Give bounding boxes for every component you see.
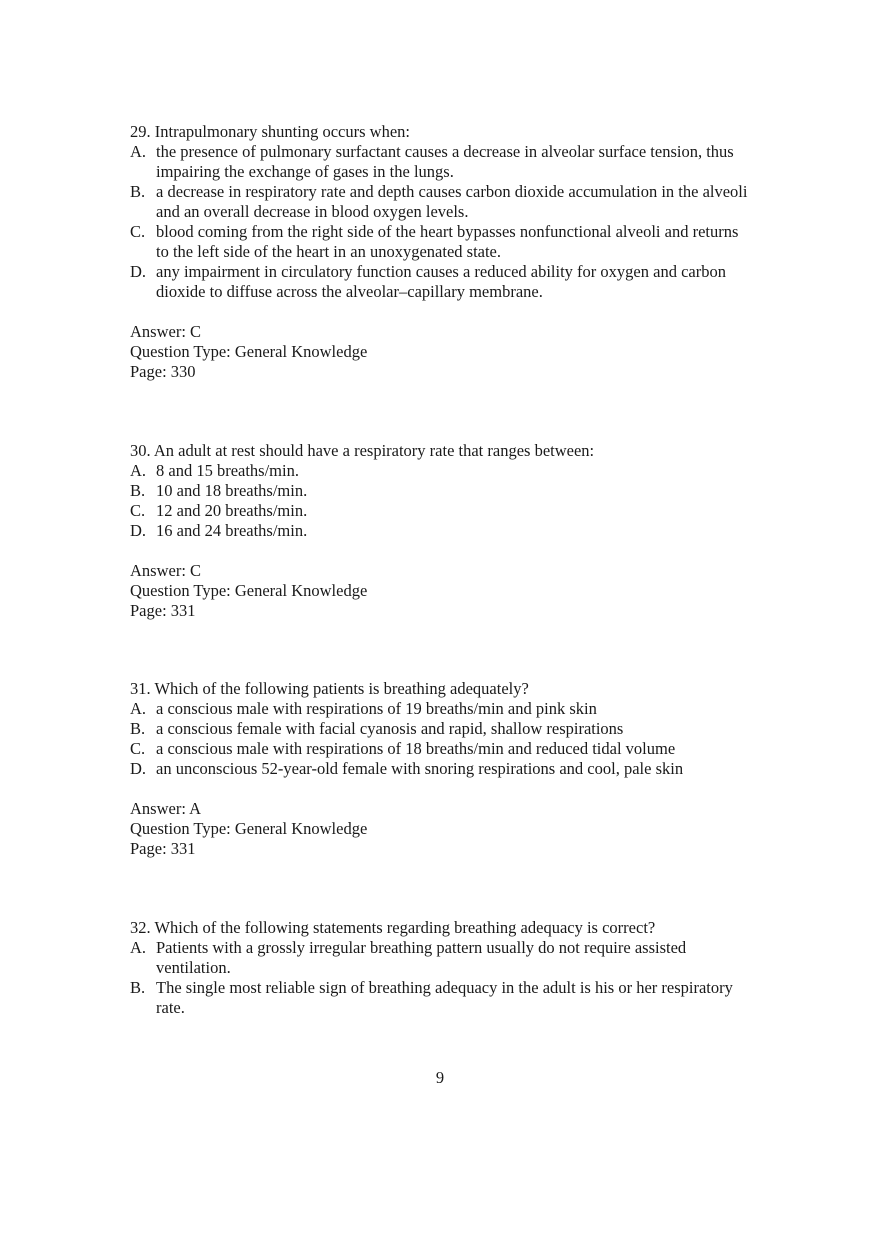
question-31 <box>130 679 750 859</box>
question-30 <box>130 441 750 621</box>
page-number: 9 <box>435 1068 445 1087</box>
answer-line: Answer: C <box>130 561 202 580</box>
option-a <box>130 461 750 481</box>
option-letter: D. <box>130 759 147 778</box>
option-b <box>130 719 750 739</box>
option-text: a conscious female with facial cyanosis and rapid, shallow respirations <box>156 719 624 738</box>
question-stem: 30. An adult at rest should have a respiratory rate that ranges between: <box>130 441 595 460</box>
question-stem: 32. Which of the following statements regarding breathing adequacy is correct? <box>130 918 656 937</box>
option-text: a conscious male with respirations of 19 breaths/min and pink skin <box>156 699 597 718</box>
option-c <box>130 501 750 521</box>
page-reference-line: Page: 330 <box>130 362 196 381</box>
option-text: blood coming from the right side of the heart bypasses nonfunctional alveoli and returns to the left side of the heart in an unoxygenated state. <box>156 222 739 261</box>
option-d <box>130 759 750 779</box>
option-letter: C. <box>130 501 146 520</box>
option-text: a conscious male with respirations of 18 breaths/min and reduced tidal volume <box>156 739 676 758</box>
question-stem: 31. Which of the following patients is breathing adequately? <box>130 679 529 698</box>
option-text: Patients with a grossly irregular breathing pattern usually do not require assisted ventilation. <box>156 938 687 977</box>
option-text: 10 and 18 breaths/min. <box>156 481 308 500</box>
option-text: 12 and 20 breaths/min. <box>156 501 308 520</box>
option-letter: A. <box>130 699 147 718</box>
question-type-line: Question Type: General Knowledge <box>130 819 368 838</box>
option-a <box>130 699 750 719</box>
question-32 <box>130 918 750 1018</box>
option-b <box>130 182 750 222</box>
page-reference-line: Page: 331 <box>130 601 196 620</box>
option-letter: B. <box>130 978 146 997</box>
answer-meta <box>130 561 750 621</box>
option-list <box>130 938 750 1018</box>
option-list <box>130 142 750 302</box>
answer-meta <box>130 322 750 382</box>
option-letter: B. <box>130 719 146 738</box>
option-text: The single most reliable sign of breathing adequacy in the adult is his or her respiratory rate. <box>156 978 733 1017</box>
option-letter: C. <box>130 222 146 241</box>
option-letter: B. <box>130 182 146 201</box>
option-text: the presence of pulmonary surfactant causes a decrease in alveolar surface tension, thus impairing the exchange of gases in the lungs. <box>156 142 734 181</box>
question-29 <box>130 122 750 382</box>
answer-line: Answer: A <box>130 799 202 818</box>
option-list <box>130 699 750 779</box>
option-c <box>130 222 750 262</box>
option-d <box>130 262 750 302</box>
answer-line: Answer: C <box>130 322 202 341</box>
option-c <box>130 739 750 759</box>
option-letter: B. <box>130 481 146 500</box>
option-a <box>130 938 750 978</box>
answer-meta <box>130 799 750 859</box>
option-text: 8 and 15 breaths/min. <box>156 461 299 480</box>
option-letter: C. <box>130 739 146 758</box>
option-letter: A. <box>130 142 147 161</box>
option-d <box>130 521 750 541</box>
question-stem: 29. Intrapulmonary shunting occurs when: <box>130 122 410 141</box>
page-reference-line: Page: 331 <box>130 839 196 858</box>
option-text: a decrease in respiratory rate and depth causes carbon dioxide accumulation in the alveoli and an overall decrease in blood oxygen levels. <box>156 182 748 221</box>
option-b <box>130 978 750 1018</box>
option-letter: D. <box>130 521 147 540</box>
option-text: an unconscious 52-year-old female with snoring respirations and cool, pale skin <box>156 759 684 778</box>
option-letter: A. <box>130 461 147 480</box>
question-type-line: Question Type: General Knowledge <box>130 581 368 600</box>
option-text: 16 and 24 breaths/min. <box>156 521 308 540</box>
option-a <box>130 142 750 182</box>
option-list <box>130 461 750 541</box>
option-text: any impairment in circulatory function causes a reduced ability for oxygen and carbon dioxide to diffuse across the alveolar–capillary membrane. <box>156 262 726 301</box>
option-b <box>130 481 750 501</box>
question-type-line: Question Type: General Knowledge <box>130 342 368 361</box>
option-letter: A. <box>130 938 147 957</box>
option-letter: D. <box>130 262 147 281</box>
